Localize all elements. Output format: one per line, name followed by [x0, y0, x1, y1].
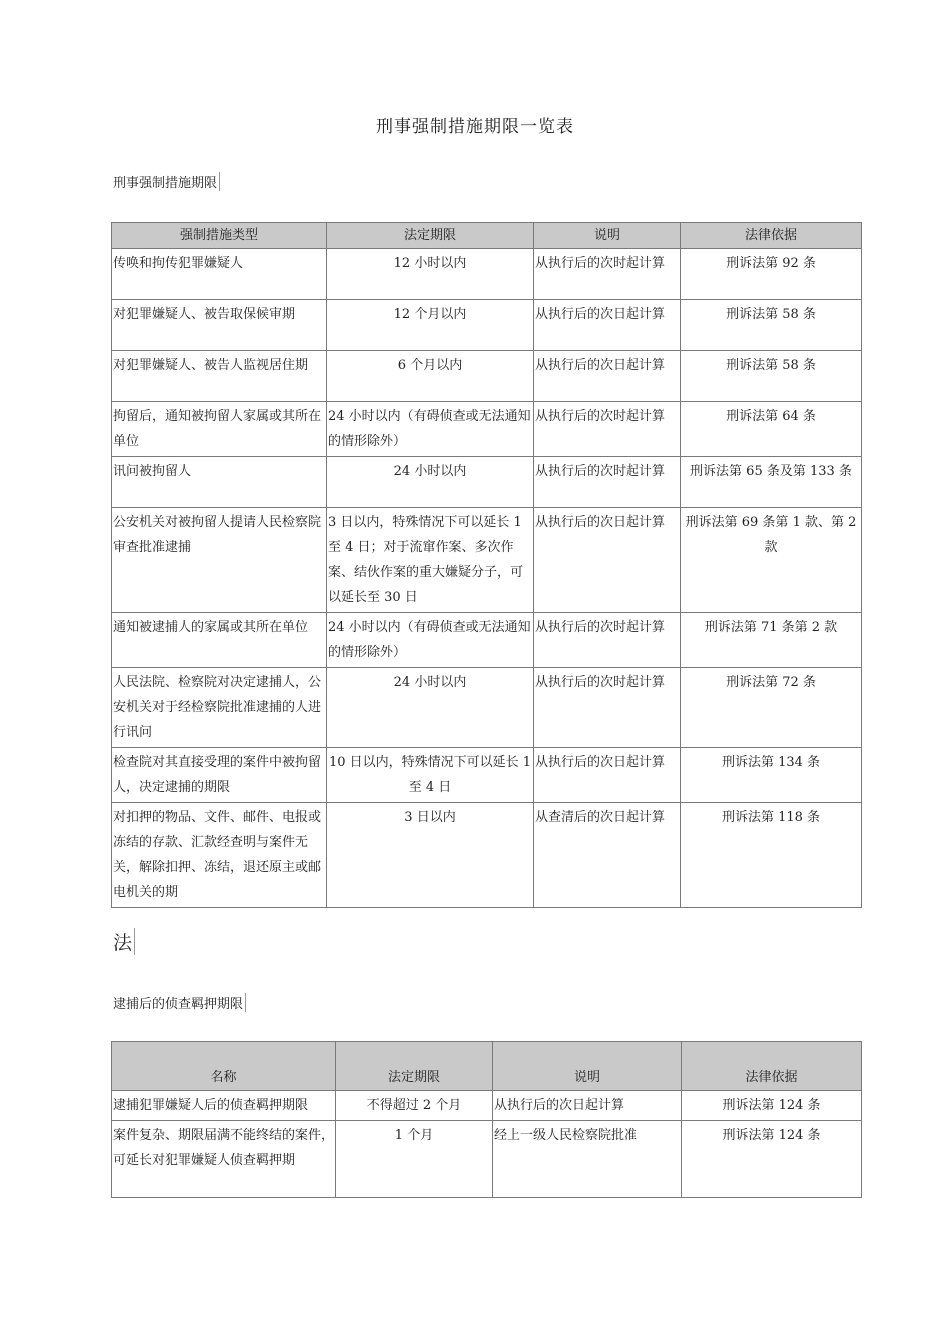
- cell-note: 从执行后的次日起计算: [534, 508, 681, 613]
- cell-basis: 刑诉法第 71 条第 2 款: [681, 613, 862, 668]
- cell-basis: 刑诉法第 69 条第 1 款、第 2 款: [681, 508, 862, 613]
- cell-limit: 24 小时以内: [327, 457, 534, 508]
- cell-note: 从执行后的次日起计算: [493, 1091, 682, 1121]
- section-label-coercive-measures: 刑事强制措施期限: [113, 172, 220, 191]
- cell-limit: 24 小时以内: [327, 668, 534, 748]
- trailing-character: 法: [113, 928, 135, 955]
- cell-limit: 1 个月: [336, 1121, 493, 1198]
- column-header-limit: 法定期限: [336, 1042, 493, 1091]
- table-row: [112, 351, 862, 402]
- cell-type: 检查院对其直接受理的案件中被拘留人，决定逮捕的期限: [112, 748, 327, 803]
- table-row: [112, 249, 862, 300]
- cell-basis: 刑诉法第 58 条: [681, 300, 862, 351]
- cell-limit: 24 小时以内（有碍侦查或无法通知的情形除外）: [327, 613, 534, 668]
- cell-type: 公安机关对被拘留人提请人民检察院审查批准逮捕: [112, 508, 327, 613]
- cell-limit: 6 个月以内: [327, 351, 534, 402]
- cell-basis: 刑诉法第 64 条: [681, 402, 862, 457]
- cell-note: 从查清后的次日起计算: [534, 803, 681, 908]
- cell-limit: 12 个月以内: [327, 300, 534, 351]
- cell-type: 对扣押的物品、文件、邮件、电报或冻结的存款、汇款经查明与案件无关，解除扣押、冻结，退还原主或邮电机关的期: [112, 803, 327, 908]
- cell-limit: 3 日以内，特殊情况下可以延长 1 至 4 日；对于流窜作案、多次作案、结伙作案的重大嫌疑分子，可以延长至 30 日: [327, 508, 534, 613]
- cell-type: 人民法院、检察院对决定逮捕人，公安机关对于经检察院批准逮捕的人进行讯问: [112, 668, 327, 748]
- table-header-row: [112, 1042, 862, 1091]
- cell-basis: 刑诉法第 65 条及第 133 条: [681, 457, 862, 508]
- table-row: [112, 803, 862, 908]
- cell-type: 对犯罪嫌疑人、被告人监视居住期: [112, 351, 327, 402]
- cell-basis: 刑诉法第 58 条: [681, 351, 862, 402]
- detention-period-table: [111, 1041, 862, 1198]
- cell-limit: 10 日以内，特殊情况下可以延长 1 至 4 日: [327, 748, 534, 803]
- cell-limit: 24 小时以内（有碍侦查或无法通知的情形除外）: [327, 402, 534, 457]
- cell-note: 从执行后的次时起计算: [534, 457, 681, 508]
- cell-type: 对犯罪嫌疑人、被告取保候审期: [112, 300, 327, 351]
- cell-type: 传唤和拘传犯罪嫌疑人: [112, 249, 327, 300]
- page-title: 刑事强制措施期限一览表: [376, 117, 574, 137]
- cell-note: 从执行后的次日起计算: [534, 748, 681, 803]
- coercive-measures-table: [111, 222, 862, 908]
- table-row: [112, 748, 862, 803]
- cell-note: 从执行后的次时起计算: [534, 613, 681, 668]
- section-label-detention-after-arrest: 逮捕后的侦查羁押期限: [113, 993, 246, 1012]
- cell-basis: 刑诉法第 118 条: [681, 803, 862, 908]
- table-row: [112, 508, 862, 613]
- cell-limit: 3 日以内: [327, 803, 534, 908]
- table-row: [112, 613, 862, 668]
- column-header-basis: 法律依据: [681, 223, 862, 249]
- cell-basis: 刑诉法第 134 条: [681, 748, 862, 803]
- table-row: [112, 1121, 862, 1198]
- table-row: [112, 668, 862, 748]
- column-header-name: 名称: [112, 1042, 336, 1091]
- cell-note: 从执行后的次时起计算: [534, 402, 681, 457]
- table-header-row: [112, 223, 862, 249]
- cell-note: 从执行后的次时起计算: [534, 249, 681, 300]
- table-row: [112, 300, 862, 351]
- cell-type: 拘留后，通知被拘留人家属或其所在单位: [112, 402, 327, 457]
- cell-name: 逮捕犯罪嫌疑人后的侦查羁押期限: [112, 1091, 336, 1121]
- cell-basis: 刑诉法第 92 条: [681, 249, 862, 300]
- cell-basis: 刑诉法第 72 条: [681, 668, 862, 748]
- cell-basis: 刑诉法第 124 条: [682, 1091, 862, 1121]
- column-header-note: 说明: [534, 223, 681, 249]
- cell-note: 从执行后的次时起计算: [534, 668, 681, 748]
- column-header-note: 说明: [493, 1042, 682, 1091]
- column-header-limit: 法定期限: [327, 223, 534, 249]
- cell-type: 讯问被拘留人: [112, 457, 327, 508]
- table-row: [112, 402, 862, 457]
- table-row: [112, 1091, 862, 1121]
- cell-limit: 不得超过 2 个月: [336, 1091, 493, 1121]
- cell-limit: 12 小时以内: [327, 249, 534, 300]
- cell-name: 案件复杂、期限届满不能终结的案件，可延长对犯罪嫌疑人侦查羁押期: [112, 1121, 336, 1198]
- cell-type: 通知被逮捕人的家属或其所在单位: [112, 613, 327, 668]
- cell-note: 经上一级人民检察院批准: [493, 1121, 682, 1198]
- column-header-basis: 法律依据: [682, 1042, 862, 1091]
- cell-note: 从执行后的次日起计算: [534, 351, 681, 402]
- column-header-type: 强制措施类型: [112, 223, 327, 249]
- cell-note: 从执行后的次日起计算: [534, 300, 681, 351]
- cell-basis: 刑诉法第 124 条: [682, 1121, 862, 1198]
- table-row: [112, 457, 862, 508]
